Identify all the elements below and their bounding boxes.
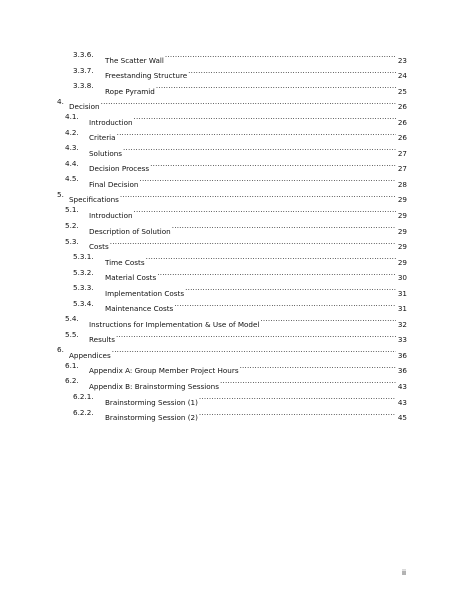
toc-entry-number: 5.3.1.: [73, 252, 94, 262]
toc-entry-title[interactable]: Introduction: [89, 117, 133, 127]
toc-entry-title[interactable]: Brainstorming Session (1): [105, 397, 198, 407]
toc-entry[interactable]: [0, 187, 463, 203]
toc-entry-number: 4.5.: [65, 174, 79, 184]
dot-leader: [165, 47, 396, 63]
toc-entry[interactable]: [0, 373, 463, 392]
toc-entry-number: 5.2.: [65, 221, 79, 231]
toc-entry[interactable]: [0, 405, 463, 421]
toc-entry[interactable]: [0, 156, 463, 172]
toc-entry-number: 4.4.: [65, 158, 79, 168]
toc-entry-number: 5.5.: [65, 329, 79, 339]
toc-entry-page: 32: [397, 319, 407, 329]
dot-leader: [156, 78, 396, 94]
toc-entry-title[interactable]: Results: [89, 335, 115, 345]
toc-entry-title[interactable]: Instructions for Implementation & Use of Model: [89, 319, 260, 329]
toc-entry-page: 29: [397, 242, 407, 252]
dot-leader: [112, 342, 396, 358]
toc-entry-number: 4.3.: [65, 143, 79, 153]
toc-entry[interactable]: [0, 327, 463, 343]
toc-entry[interactable]: [0, 94, 463, 110]
toc-entry[interactable]: [0, 249, 463, 265]
dot-leader: [110, 234, 396, 250]
dot-leader: [134, 202, 396, 218]
toc-entry-number: 5.1.: [65, 205, 79, 215]
toc-entry-title[interactable]: Appendix A: Group Member Project Hours: [89, 366, 239, 376]
toc-entry-title[interactable]: Specifications: [69, 195, 119, 205]
toc-entry-title[interactable]: Time Costs: [105, 257, 145, 267]
toc-entry[interactable]: [0, 311, 463, 327]
dot-leader: [220, 373, 396, 389]
toc-entry-page: 29: [397, 257, 407, 267]
dot-leader: [188, 63, 396, 79]
toc-entry[interactable]: [0, 202, 463, 221]
toc-entry-page: 26: [397, 117, 407, 127]
dot-leader: [146, 249, 396, 265]
toc-entry-title[interactable]: Costs: [89, 242, 109, 252]
toc-entry-title[interactable]: Introduction: [89, 211, 133, 221]
dot-leader: [123, 140, 396, 156]
toc-entry-title[interactable]: Maintenance Costs: [105, 304, 174, 314]
toc-entry-number: 4.: [57, 96, 64, 106]
toc-entry-number: 6.2.: [65, 376, 79, 386]
toc-entry-page: 45: [397, 413, 407, 423]
toc-entry-number: 4.1.: [65, 112, 79, 122]
toc-entry[interactable]: [0, 171, 463, 187]
toc-entry-title[interactable]: Description of Solution: [89, 226, 171, 236]
toc-entry-title[interactable]: Decision: [69, 102, 100, 112]
toc-entry-page: 23: [397, 55, 407, 65]
toc-entry-number: 5.3.: [65, 236, 79, 246]
dot-leader: [117, 125, 396, 141]
toc-entry[interactable]: [0, 125, 463, 141]
toc-entry[interactable]: [0, 342, 463, 358]
toc-entry-number: 5.3.3.: [73, 283, 94, 293]
toc-entry-page: 26: [397, 133, 407, 143]
dot-leader: [134, 109, 396, 125]
toc-entry[interactable]: [0, 109, 463, 125]
toc-entry-title[interactable]: Final Decision: [89, 179, 139, 189]
toc-entry-number: 5.4.: [65, 314, 79, 324]
toc-entry-page: 27: [397, 164, 407, 174]
toc-entry-number: 6.1.: [65, 360, 79, 370]
toc-entry-page: 28: [397, 179, 407, 189]
toc-entry-title[interactable]: Appendix B: Brainstorming Sessions: [89, 382, 219, 392]
toc-entry[interactable]: [0, 280, 463, 296]
dot-leader: [185, 280, 396, 296]
toc-entry-number: 5.: [57, 189, 64, 199]
toc-entry-title[interactable]: Solutions: [89, 148, 123, 158]
toc-entry[interactable]: [0, 265, 463, 281]
toc-entry-number: 6.2.1.: [73, 392, 94, 402]
toc-entry[interactable]: [0, 296, 463, 312]
toc-entry-line: [105, 405, 407, 426]
toc-entry-page: 25: [397, 86, 407, 96]
toc-entry-page: 29: [397, 211, 407, 221]
toc-entry-number: 3.3.7.: [73, 65, 94, 75]
toc-entry-page: 29: [397, 226, 407, 236]
toc-entry-number: 6.2.2.: [73, 407, 94, 417]
toc-entry-title[interactable]: Brainstorming Session (2): [105, 413, 198, 423]
toc-entry-number: 4.2.: [65, 127, 79, 137]
toc-entry-page: 33: [397, 335, 407, 345]
dot-leader: [139, 171, 395, 187]
toc-entry-page: 36: [397, 366, 407, 376]
toc-entry-page: 43: [397, 397, 407, 407]
table-of-contents: [0, 47, 463, 423]
toc-entry-page: 30: [397, 273, 407, 283]
toc-entry-number: 3.3.6.: [73, 50, 94, 59]
toc-entry[interactable]: [0, 140, 463, 156]
dot-leader: [199, 405, 396, 421]
toc-entry-page: 29: [397, 195, 407, 205]
dot-leader: [172, 218, 396, 234]
dot-leader: [150, 156, 396, 172]
toc-entry-title[interactable]: Criteria: [89, 133, 116, 143]
toc-entry-number: 6.: [57, 345, 64, 355]
toc-entry-title[interactable]: Material Costs: [105, 273, 157, 283]
toc-entry-number: 5.3.2.: [73, 267, 94, 277]
dot-leader: [157, 265, 396, 281]
toc-entry-title[interactable]: Rope Pyramid: [105, 86, 155, 96]
dot-leader: [116, 327, 396, 343]
toc-entry-number: 5.3.4.: [73, 298, 94, 308]
dot-leader: [174, 296, 396, 312]
toc-entry-page: 43: [397, 382, 407, 392]
toc-entry[interactable]: [0, 234, 463, 250]
toc-entry[interactable]: [0, 389, 463, 405]
toc-entry[interactable]: [0, 218, 463, 234]
toc-entry-title[interactable]: Implementation Costs: [105, 288, 185, 298]
dot-leader: [260, 311, 395, 327]
dot-leader: [199, 389, 396, 405]
toc-entry-page: 36: [397, 350, 407, 360]
toc-entry-number: 3.3.8.: [73, 81, 94, 91]
toc-entry-page: 27: [397, 148, 407, 158]
page-number: ii: [402, 568, 406, 577]
toc-entry[interactable]: [0, 47, 463, 63]
toc-entry-page: 24: [397, 71, 407, 81]
dot-leader: [120, 187, 396, 203]
toc-entry-page: 31: [397, 288, 407, 298]
dot-leader: [240, 358, 396, 374]
toc-entry-title[interactable]: The Scatter Wall: [105, 55, 164, 65]
toc-entry-page: 26: [397, 102, 407, 112]
toc-entry[interactable]: [0, 358, 463, 374]
toc-entry-title[interactable]: Decision Process: [89, 164, 150, 174]
toc-entry-title[interactable]: Freestanding Structure: [105, 71, 188, 81]
toc-entry-page: 31: [397, 304, 407, 314]
toc-entry[interactable]: [0, 78, 463, 94]
dot-leader: [101, 94, 396, 110]
toc-entry-title[interactable]: Appendices: [69, 350, 111, 360]
toc-entry[interactable]: [0, 63, 463, 79]
